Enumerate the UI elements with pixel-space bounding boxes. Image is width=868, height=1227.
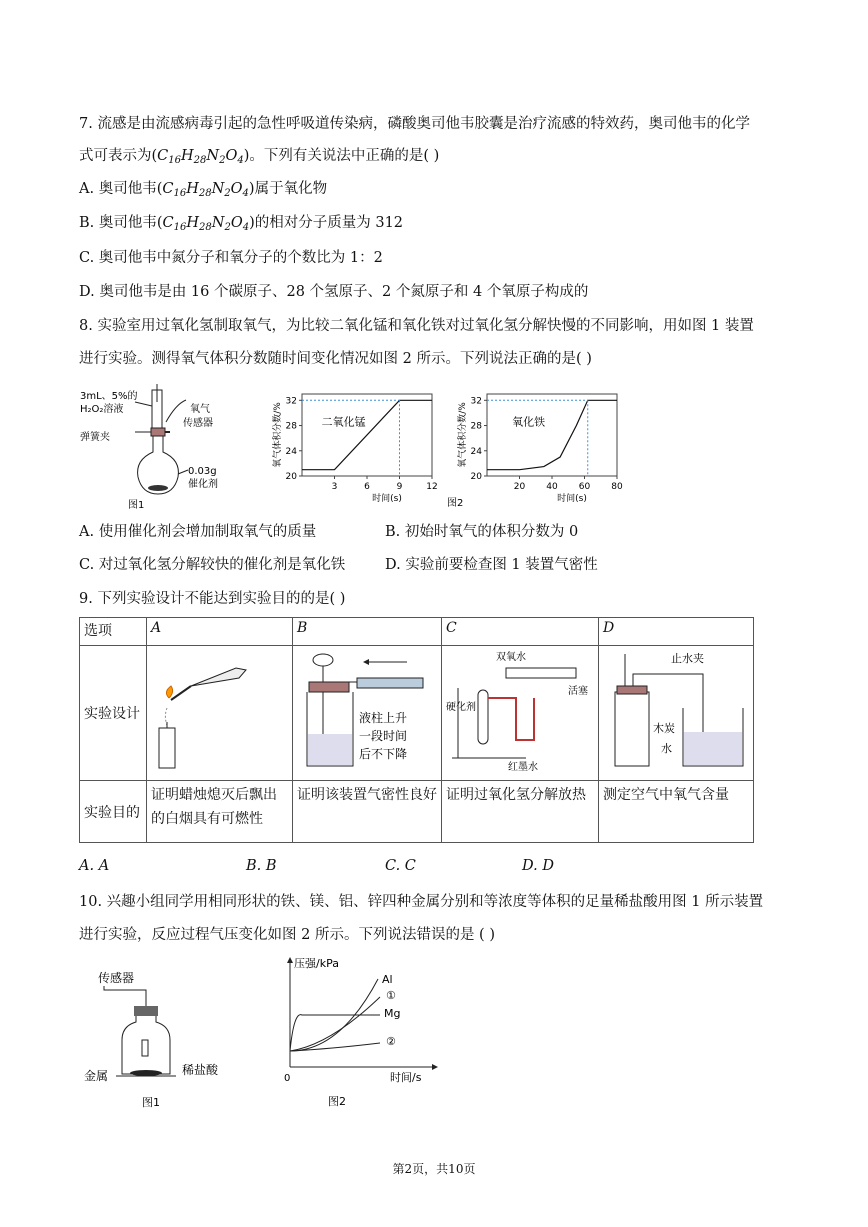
sensor-probe xyxy=(142,1040,148,1056)
origin-label: 0 xyxy=(284,1073,291,1084)
reagent-label-2: H₂O₂溶液 xyxy=(80,404,124,415)
header-cell: C xyxy=(442,618,599,646)
q8-stem-line2: 进行实验。测得氧气体积分数随时间变化情况如图 2 所示。下列说法正确的是( ) xyxy=(79,351,592,367)
funnel xyxy=(313,654,333,666)
table-row xyxy=(80,781,754,843)
y-tick-label: 24 xyxy=(285,446,297,457)
catalyst xyxy=(148,485,168,491)
syringe xyxy=(506,668,576,678)
q9-option-d[interactable]: D. D xyxy=(522,858,554,874)
catalyst-label: 硬化剂 xyxy=(446,702,476,713)
q7-stem-line1: 7. 流感是由流感病毒引起的急性呼吸道传染病，磷酸奥司他韦胶囊是治疗流感的特效药，奥司他韦的化学 xyxy=(79,116,750,132)
x-tick-label: 12 xyxy=(426,482,438,492)
heat-release-figure xyxy=(446,648,592,774)
row-header: 实验设计 xyxy=(80,646,147,781)
q10-stem-line2: 进行实验，反应过程气压变化如图 2 所示。下列说法错误的是 ( ) xyxy=(79,927,495,943)
sensor-label: 传感器 xyxy=(98,971,135,985)
page-footer: 第2页，共10页 xyxy=(392,1162,476,1176)
clamp-label: 弹簧夹 xyxy=(80,432,110,443)
bottle xyxy=(615,692,649,766)
goal-cell: 证明该装置气密性良好 xyxy=(293,781,442,843)
fig2-caption: 图2 xyxy=(328,1095,346,1108)
series-line xyxy=(487,400,617,469)
q9-option-a[interactable]: A. A xyxy=(79,858,110,874)
liquid-rise-note-2: 一段时间 xyxy=(359,729,408,743)
reagent-label: 3mL、5%的 xyxy=(80,391,138,402)
x-tick-label: 60 xyxy=(578,482,591,492)
piston-label: 活塞 xyxy=(568,686,588,697)
q9-stem: 9. 下列实验设计不能达到实验目的的是( ) xyxy=(79,591,346,607)
series-line xyxy=(302,400,432,469)
x-tick-label: 9 xyxy=(396,482,403,492)
q7-option-a[interactable]: A. 奥司他韦$(C_{16}H_{28}N_2O_4)$属于氧化物 xyxy=(79,181,328,199)
metal-label: 金属 xyxy=(84,1069,109,1083)
curve-2 xyxy=(290,1043,380,1051)
q7-option-b[interactable]: B. 奥司他韦$(C_{16}H_{28}N_2O_4)$的相对分子质量为 312 xyxy=(79,215,404,233)
q8-stem-line1: 8. 实验室用过氧化氢制取氧气，为比较二氧化锰和氧化铁对过氧化氢分解快慢的不同影响，用如图 1 装置 xyxy=(79,318,754,334)
fig1-caption: 图1 xyxy=(142,1096,160,1109)
liquid-rise-note-3: 后不下降 xyxy=(359,747,408,761)
y-tick-label: 28 xyxy=(285,421,297,432)
q10-apparatus-figure xyxy=(80,960,250,1110)
q7-stem-line2: 式可表示为$(C_{16}H_{28}N_2O_4)$。下列有关说法中正确的是( ) xyxy=(79,148,440,166)
series-label-mg: Mg xyxy=(384,1007,401,1020)
fig1-caption: 图1 xyxy=(128,500,145,511)
flame xyxy=(166,686,172,698)
q8-option-c[interactable]: C. 对过氧化氢分解较快的催化剂是氧化铁 xyxy=(79,557,346,573)
q8-option-d[interactable]: D. 实验前要检查图 1 装置气密性 xyxy=(385,557,598,573)
q10-stem-line1: 10. 兴趣小组同学用相同形状的铁、镁、铝、锌四种金属分别和等浓度等体积的足量稀盐酸用图 1 所示装置 xyxy=(79,894,764,910)
header-cell: D xyxy=(599,618,754,646)
candle xyxy=(159,728,175,768)
red-ink-label: 红墨水 xyxy=(508,762,538,773)
q9-option-b[interactable]: B. B xyxy=(246,858,277,874)
series-label-2: ② xyxy=(386,1035,396,1048)
y-tick-label: 20 xyxy=(470,472,482,482)
y-tick-label: 24 xyxy=(470,446,482,457)
q9-table xyxy=(79,617,754,843)
acid-label: 稀盐酸 xyxy=(182,1063,219,1077)
u-tube xyxy=(488,698,534,740)
header-cell: B xyxy=(293,618,442,646)
q8-apparatus-figure xyxy=(80,382,260,512)
q8-option-a[interactable]: A. 使用催化剂会增加制取氧气的质量 xyxy=(79,524,317,540)
y-tick-label: 28 xyxy=(470,421,482,432)
water-label: 水 xyxy=(661,742,672,755)
table-row xyxy=(80,646,754,781)
q9-option-c[interactable]: C. C xyxy=(385,858,416,874)
table-row xyxy=(80,618,754,646)
curve-1 xyxy=(290,997,380,1051)
fig-caption: 图2 xyxy=(447,498,464,509)
charcoal-label: 木炭 xyxy=(653,722,675,735)
series-label-1: ① xyxy=(386,989,396,1002)
sensor-label: 氧气 xyxy=(190,404,210,415)
oxygen-measure-figure xyxy=(603,648,749,774)
x-axis-label: 时间(s) xyxy=(557,494,587,504)
design-c-cell xyxy=(442,646,599,781)
candle-figure xyxy=(151,648,281,774)
design-b-cell xyxy=(293,646,442,781)
y-tick-label: 20 xyxy=(285,472,297,482)
y-axis-label: 氧气体积分数/% xyxy=(273,402,283,468)
q7-option-c[interactable]: C. 奥司他韦中氮分子和氧分子的个数比为 1：2 xyxy=(79,250,383,266)
x-tick-label: 3 xyxy=(331,482,338,492)
x-tick-label: 40 xyxy=(546,482,558,492)
stopper xyxy=(151,428,165,436)
header-cell: 选项 xyxy=(80,618,147,646)
header-cell: A xyxy=(147,618,293,646)
y-tick-label: 32 xyxy=(470,396,482,407)
x-tick-label: 6 xyxy=(364,482,370,492)
test-tube xyxy=(478,690,488,744)
q8-option-b[interactable]: B. 初始时氧气的体积分数为 0 xyxy=(385,524,579,540)
design-d-cell xyxy=(599,646,754,781)
syringe xyxy=(357,678,423,688)
sensor-label-2: 传感器 xyxy=(183,418,213,429)
bottle xyxy=(122,1016,170,1074)
metal-pile xyxy=(130,1070,162,1076)
goal-cell: 测定空气中氧气含量 xyxy=(599,781,754,843)
q10-pressure-figure xyxy=(280,955,440,1110)
q8-chart-figure xyxy=(262,382,642,514)
row-header: 实验目的 xyxy=(80,781,147,843)
series-label: 氧化铁 xyxy=(512,415,546,429)
y-axis-label: 氧气体积分数/% xyxy=(458,402,468,468)
plot-frame xyxy=(487,394,617,476)
hand xyxy=(191,668,246,686)
match xyxy=(171,686,191,700)
q7-option-d[interactable]: D. 奥司他韦是由 16 个碳原子、28 个氢原子、2 个氮原子和 4 个氧原子构成的 xyxy=(79,284,589,300)
goal-cell: 证明过氧化氢分解放热 xyxy=(442,781,599,843)
y-axis-label: 压强/kPa xyxy=(294,957,339,970)
x-tick-label: 20 xyxy=(513,482,526,492)
liquid-rise-note: 液柱上升 xyxy=(359,711,408,725)
x-tick-label: 80 xyxy=(611,482,623,492)
y-tick-label: 32 xyxy=(285,396,297,407)
clamp-label: 止水夹 xyxy=(671,652,704,665)
catalyst-label: 催化剂 xyxy=(188,479,218,490)
airtight-figure xyxy=(297,648,433,774)
x-axis-label: 时间(s) xyxy=(372,494,402,504)
design-a-cell xyxy=(147,646,293,781)
h2o2-label: 双氧水 xyxy=(496,652,526,663)
goal-cell: 证明蜡烛熄灭后飘出的白烟具有可燃性 xyxy=(147,781,293,843)
x-axis-label: 时间/s xyxy=(390,1071,422,1084)
catalyst-mass-label: 0.03g xyxy=(188,466,217,477)
series-label-al: Al xyxy=(382,973,393,986)
series-label: 二氧化锰 xyxy=(321,415,366,429)
